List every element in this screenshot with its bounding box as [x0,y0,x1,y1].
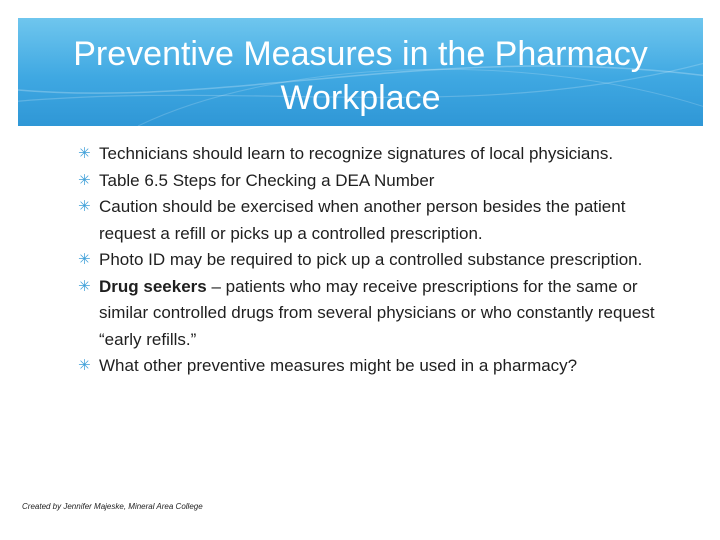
asterisk-bullet-icon: ✳ [78,171,91,189]
bullet-text: – patients who may receive prescriptions for the same or similar controlled drugs from several physicians or who constantly request “early refills.” [99,276,655,349]
asterisk-bullet-icon: ✳ [78,145,91,162]
title-line-2: Workplace [280,79,441,117]
bullet-item [78,247,668,274]
credit-footer: Created by Jennifer Majeske, Mineral Area College [22,502,203,511]
asterisk-bullet-icon: ✳ [78,251,91,268]
asterisk-bullet-icon: ✳ [78,357,91,374]
bullet-text: Table 6.5 Steps for Checking a DEA Number [99,170,435,190]
bullet-item [78,353,668,380]
bullet-text: Photo ID may be required to pick up a controlled substance prescription. [99,250,643,269]
asterisk-bullet-icon: ✳ [78,198,91,215]
bullet-item [78,274,668,354]
bullet-text: Caution should be exercised when another person besides the patient request a refill or picks up a controlled prescription. [99,197,626,243]
asterisk-bullet-icon: ✳ [78,277,91,295]
bullet-item [78,141,668,168]
bullet-item [78,194,668,247]
bullet-list [78,141,668,380]
slide-title [18,32,703,120]
bullet-text: Technicians should learn to recognize signatures of local physicians. [99,144,614,163]
bullet-text: What other preventive measures might be used in a pharmacy? [99,356,578,375]
bullet-item [78,168,668,195]
bullet-bold-term: Drug seekers [99,276,207,296]
title-line-1: Preventive Measures in the Pharmacy [73,35,648,73]
title-banner [18,18,703,126]
